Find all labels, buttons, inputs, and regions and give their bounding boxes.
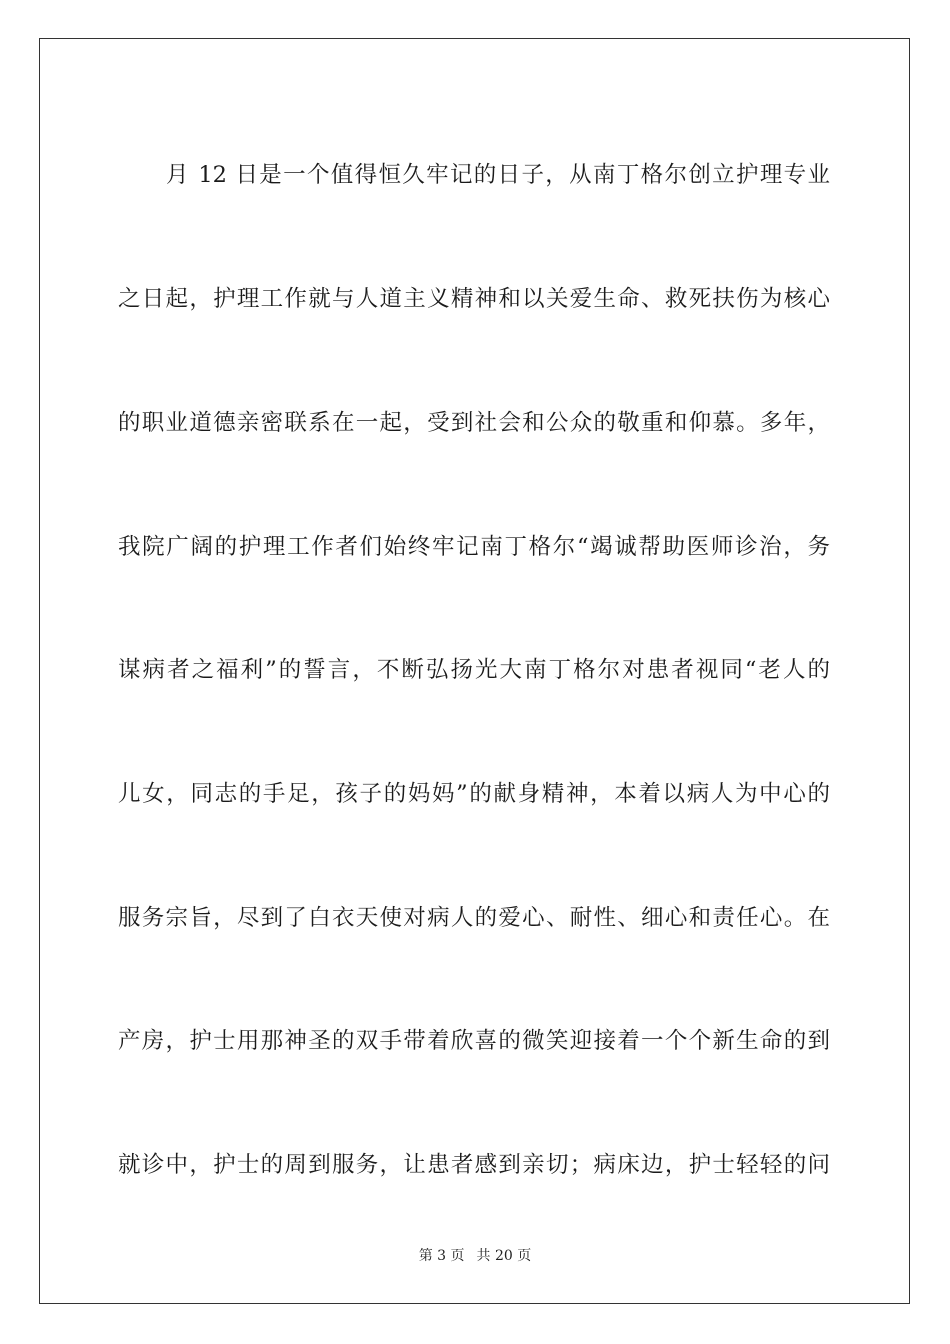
paragraph-line-2: 之日起，护理工作就与人道主义精神和以关爱生命、救死扶伤为核心 — [118, 285, 830, 312]
paragraph-line-8: 产房，护士用那神圣的双手带着欣喜的微笑迎接着一个个新生命的到 — [118, 1027, 830, 1054]
paragraph-line-5: 谋病者之福利”的誓言，不断弘扬光大南丁格尔对患者视同“老人的 — [118, 656, 830, 683]
paragraph-line-6: 儿女，同志的手足，孩子的妈妈”的献身精神，本着以病人为中心的 — [118, 780, 830, 807]
paragraph-line-4: 我院广阔的护理工作者们始终牢记南丁格尔“竭诚帮助医师诊治，务 — [118, 533, 830, 560]
page-number-total: 共 20 页 — [476, 1248, 532, 1264]
page-footer — [0, 1246, 950, 1266]
paragraph-line-7: 服务宗旨，尽到了白衣天使对病人的爱心、耐性、细心和责任心。在 — [118, 904, 830, 931]
paragraph-line-3: 的职业道德亲密联系在一起，受到社会和公众的敬重和仰慕。多年， — [118, 409, 830, 436]
paragraph-line-1: 月 12 日是一个值得恒久牢记的日子，从南丁格尔创立护理专业 — [166, 161, 830, 188]
paragraph-line-9: 就诊中，护士的周到服务，让患者感到亲切；病床边，护士轻轻的问 — [118, 1151, 830, 1178]
page-number-current: 第 3 页 — [418, 1248, 465, 1264]
